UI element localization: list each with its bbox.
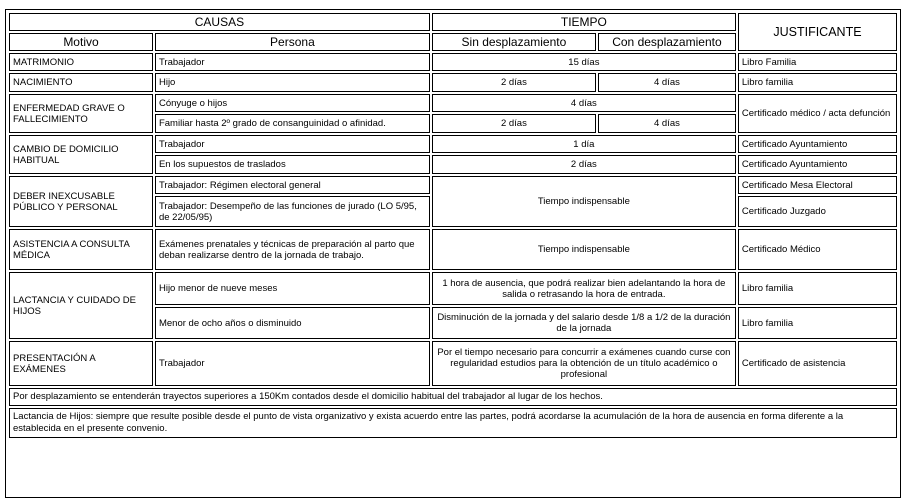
justificante-cell: Libro Familia — [738, 53, 897, 71]
tiempo-cell: 2 días — [432, 155, 736, 174]
tiempo-cell: 15 días — [432, 53, 736, 71]
table-row — [9, 229, 897, 270]
table-row — [9, 341, 897, 386]
tiempo-cell: 4 días — [432, 94, 736, 112]
persona-cell: Menor de ocho años o disminuido — [155, 307, 430, 339]
persona-cell: Trabajador: Desempeño de las funciones de jurado (LO 5/95, de 22/05/95) — [155, 196, 430, 227]
motivo-cell: NACIMIENTO — [9, 73, 153, 92]
permisos-table-frame — [5, 9, 901, 498]
header-sin-desplazamiento: Sin desplazamiento — [432, 33, 596, 51]
note-desplazamiento: Por desplazamiento se entenderán trayectos superiores a 150Km contados desde el domicilio habitual del trabajador al lugar de los hechos. — [9, 388, 897, 406]
persona-cell: Exámenes prenatales y técnicas de preparación al parto que deban realizarse dentro de la jornada de trabajo. — [155, 229, 430, 270]
table-row — [9, 53, 897, 71]
justificante-cell: Libro familia — [738, 307, 897, 339]
tiempo-cell: Disminución de la jornada y del salario desde 1/8 a 1/2 de la duración de la jornada — [432, 307, 736, 339]
persona-cell: Hijo — [155, 73, 430, 92]
tiempo-con-cell: 4 días — [598, 73, 736, 92]
table-row — [9, 73, 897, 92]
persona-cell: Trabajador — [155, 53, 430, 71]
justificante-cell: Libro familia — [738, 73, 897, 92]
motivo-cell: ASISTENCIA A CONSULTA MÉDICA — [9, 229, 153, 270]
tiempo-cell: Tiempo indispensable — [432, 176, 736, 227]
header-motivo: Motivo — [9, 33, 153, 51]
justificante-cell: Certificado Juzgado — [738, 196, 897, 227]
justificante-cell: Certificado médico / acta defunción — [738, 94, 897, 133]
justificante-cell: Certificado Ayuntamiento — [738, 135, 897, 153]
persona-cell: Familiar hasta 2º grado de consanguinidad o afinidad. — [155, 114, 430, 133]
persona-cell: Hijo menor de nueve meses — [155, 272, 430, 305]
justificante-cell: Certificado de asistencia — [738, 341, 897, 386]
persona-cell: En los supuestos de traslados — [155, 155, 430, 174]
persona-cell: Trabajador: Régimen electoral general — [155, 176, 430, 194]
justificante-cell: Libro familia — [738, 272, 897, 305]
note-row — [9, 408, 897, 438]
tiempo-cell: 1 hora de ausencia, que podrá realizar bien adelantando la hora de salida o retrasando la hora de entrada. — [432, 272, 736, 305]
table-row — [9, 135, 897, 153]
persona-cell: Trabajador — [155, 135, 430, 153]
tiempo-cell: Por el tiempo necesario para concurrir a exámenes cuando curse con regularidad estudios para la obtención de un título académico o profesional — [432, 341, 736, 386]
header-con-desplazamiento: Con desplazamiento — [598, 33, 736, 51]
justificante-cell: Certificado Mesa Electoral — [738, 176, 897, 194]
note-lactancia: Lactancia de Hijos: siempre que resulte posible desde el punto de vista organizativo y exista acuerdo entre las partes, podrá acordarse la acumulación de la hora de ausencia en forma diferente a la establecida en el presente convenio. — [9, 408, 897, 438]
table-row — [9, 176, 897, 194]
motivo-cell: MATRIMONIO — [9, 53, 153, 71]
permisos-table — [7, 11, 899, 440]
table-row — [9, 94, 897, 112]
header-causas: CAUSAS — [9, 13, 430, 31]
motivo-cell: DEBER INEXCUSABLE PÚBLICO Y PERSONAL — [9, 176, 153, 227]
header-persona: Persona — [155, 33, 430, 51]
tiempo-sin-cell: 2 días — [432, 114, 596, 133]
motivo-cell: ENFERMEDAD GRAVE O FALLECIMIENTO — [9, 94, 153, 133]
header-row-1 — [9, 13, 897, 31]
header-tiempo: TIEMPO — [432, 13, 736, 31]
tiempo-con-cell: 4 días — [598, 114, 736, 133]
table-row — [9, 272, 897, 305]
persona-cell: Trabajador — [155, 341, 430, 386]
motivo-cell: PRESENTACIÓN A EXÁMENES — [9, 341, 153, 386]
cropped-heading-sliver — [0, 0, 907, 8]
motivo-cell: LACTANCIA Y CUIDADO DE HIJOS — [9, 272, 153, 339]
header-justificante: JUSTIFICANTE — [738, 13, 897, 51]
tiempo-cell: Tiempo indispensable — [432, 229, 736, 270]
note-row — [9, 388, 897, 406]
tiempo-sin-cell: 2 días — [432, 73, 596, 92]
motivo-cell: CAMBIO DE DOMICILIO HABITUAL — [9, 135, 153, 174]
persona-cell: Cónyuge o hijos — [155, 94, 430, 112]
justificante-cell: Certificado Ayuntamiento — [738, 155, 897, 174]
tiempo-cell: 1 día — [432, 135, 736, 153]
justificante-cell: Certificado Médico — [738, 229, 897, 270]
